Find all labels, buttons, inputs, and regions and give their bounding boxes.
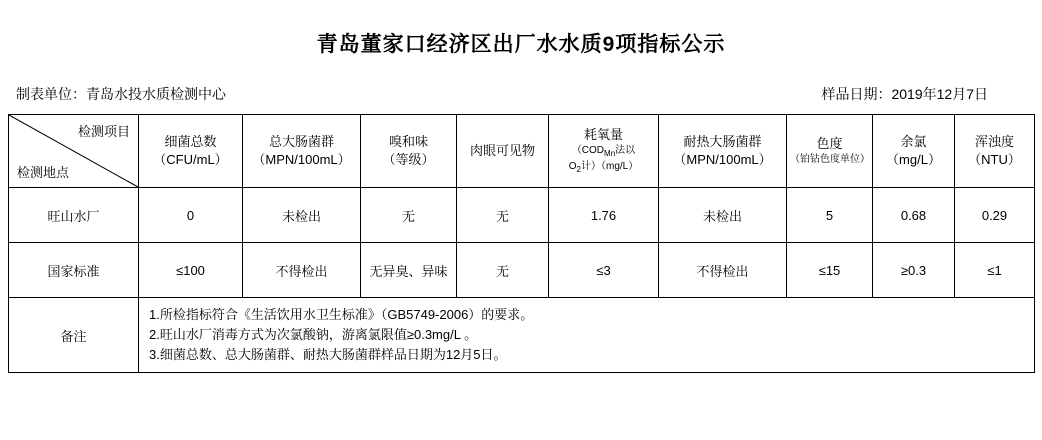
header-line-1: 嗅和味 [388,134,428,150]
note-line-3: 3.细菌总数、总大肠菌群、耐热大肠菌群样品日期为12月5日。 [149,347,507,363]
header-bacteria-total [139,115,243,188]
cell-residual-chlorine: 0.68 [873,188,955,243]
header-corner-top-label: 检测项目 [77,124,130,139]
header-line-1: 余氯 [900,134,927,150]
header-visible-matter [457,115,549,188]
header-line-2: （铂钴色度单位） [790,154,870,166]
header-line-1: 肉眼可见物 [469,143,535,159]
header-line-2: （MPN/100mL） [673,152,772,167]
cell-thermotolerant-coliform: 未检出 [659,188,787,243]
cell-total-coliform: 不得检出 [243,243,361,298]
cell-odor-taste: 无异臭、异味 [361,243,457,298]
document-page [0,28,1042,440]
note-content [139,298,1035,373]
cell-bacteria-total: ≤100 [139,243,243,298]
cell-visible-matter: 无 [457,188,549,243]
cell-chromaticity: 5 [787,188,873,243]
header-line-2: （等级） [382,152,435,167]
row-location: 旺山水厂 [9,188,139,243]
table-row [9,188,1035,243]
header-corner-cell [9,115,139,188]
cell-bacteria-total: 0 [139,188,243,243]
header-line-2: （mg/L） [886,152,941,167]
note-label: 备注 [9,298,139,373]
header-chromaticity [787,115,873,188]
header-line-2: （NTU） [968,152,1021,167]
header-line-1: 浑浊度 [974,134,1014,150]
header-turbidity [955,115,1035,188]
header-line-1: 耐热大肠菌群 [683,134,762,150]
header-total-coliform [243,115,361,188]
row-location: 国家标准 [9,243,139,298]
cell-thermotolerant-coliform: 不得检出 [659,243,787,298]
page-title: 青岛董家口经济区出厂水水质9项指标公示 [316,33,726,56]
header-line-1: 色度 [816,136,843,152]
note-line-1: 1.所检指标符合《生活饮用水卫生标准》（GB5749-2006）的要求。 [149,306,534,322]
maker-unit-label: 制表单位：青岛水投水质检测中心 [16,86,226,102]
cell-oxygen-consumption: 1.76 [549,188,659,243]
header-thermotolerant-coliform [659,115,787,188]
header-line-2: （$COD_{Mn}$法以 [571,144,636,158]
header-line-1: 总大肠菌群 [268,134,334,150]
cell-odor-taste: 无 [361,188,457,243]
cell-visible-matter: 无 [457,243,549,298]
header-line-1: 耗氧量 [583,127,623,143]
table-note-row [9,298,1035,373]
table-header-row [9,115,1035,188]
header-corner-bottom-label: 检测地点 [17,165,70,180]
header-line-1: 细菌总数 [164,134,217,150]
header-oxygen-consumption [549,115,659,188]
header-line-3: $O_2$计）（mg/L） [568,160,639,174]
meta-row [14,84,1028,104]
header-residual-chlorine [873,115,955,188]
cell-oxygen-consumption: ≤3 [549,243,659,298]
header-line-2: （CFU/mL） [153,152,228,167]
note-line-2: 2.旺山水厂消毒方式为次氯酸钠，游离氯限值≥0.3mg/L 。 [149,326,478,342]
header-line-2: （MPN/100mL） [252,152,351,167]
sample-date-label: 样品日期：2019年12月7日 [821,86,988,102]
table-row [9,243,1035,298]
cell-turbidity: 0.29 [955,188,1035,243]
cell-turbidity: ≤1 [955,243,1035,298]
header-odor-taste [361,115,457,188]
cell-chromaticity: ≤15 [787,243,873,298]
cell-total-coliform: 未检出 [243,188,361,243]
cell-residual-chlorine: ≥0.3 [873,243,955,298]
water-quality-table [8,114,1035,373]
